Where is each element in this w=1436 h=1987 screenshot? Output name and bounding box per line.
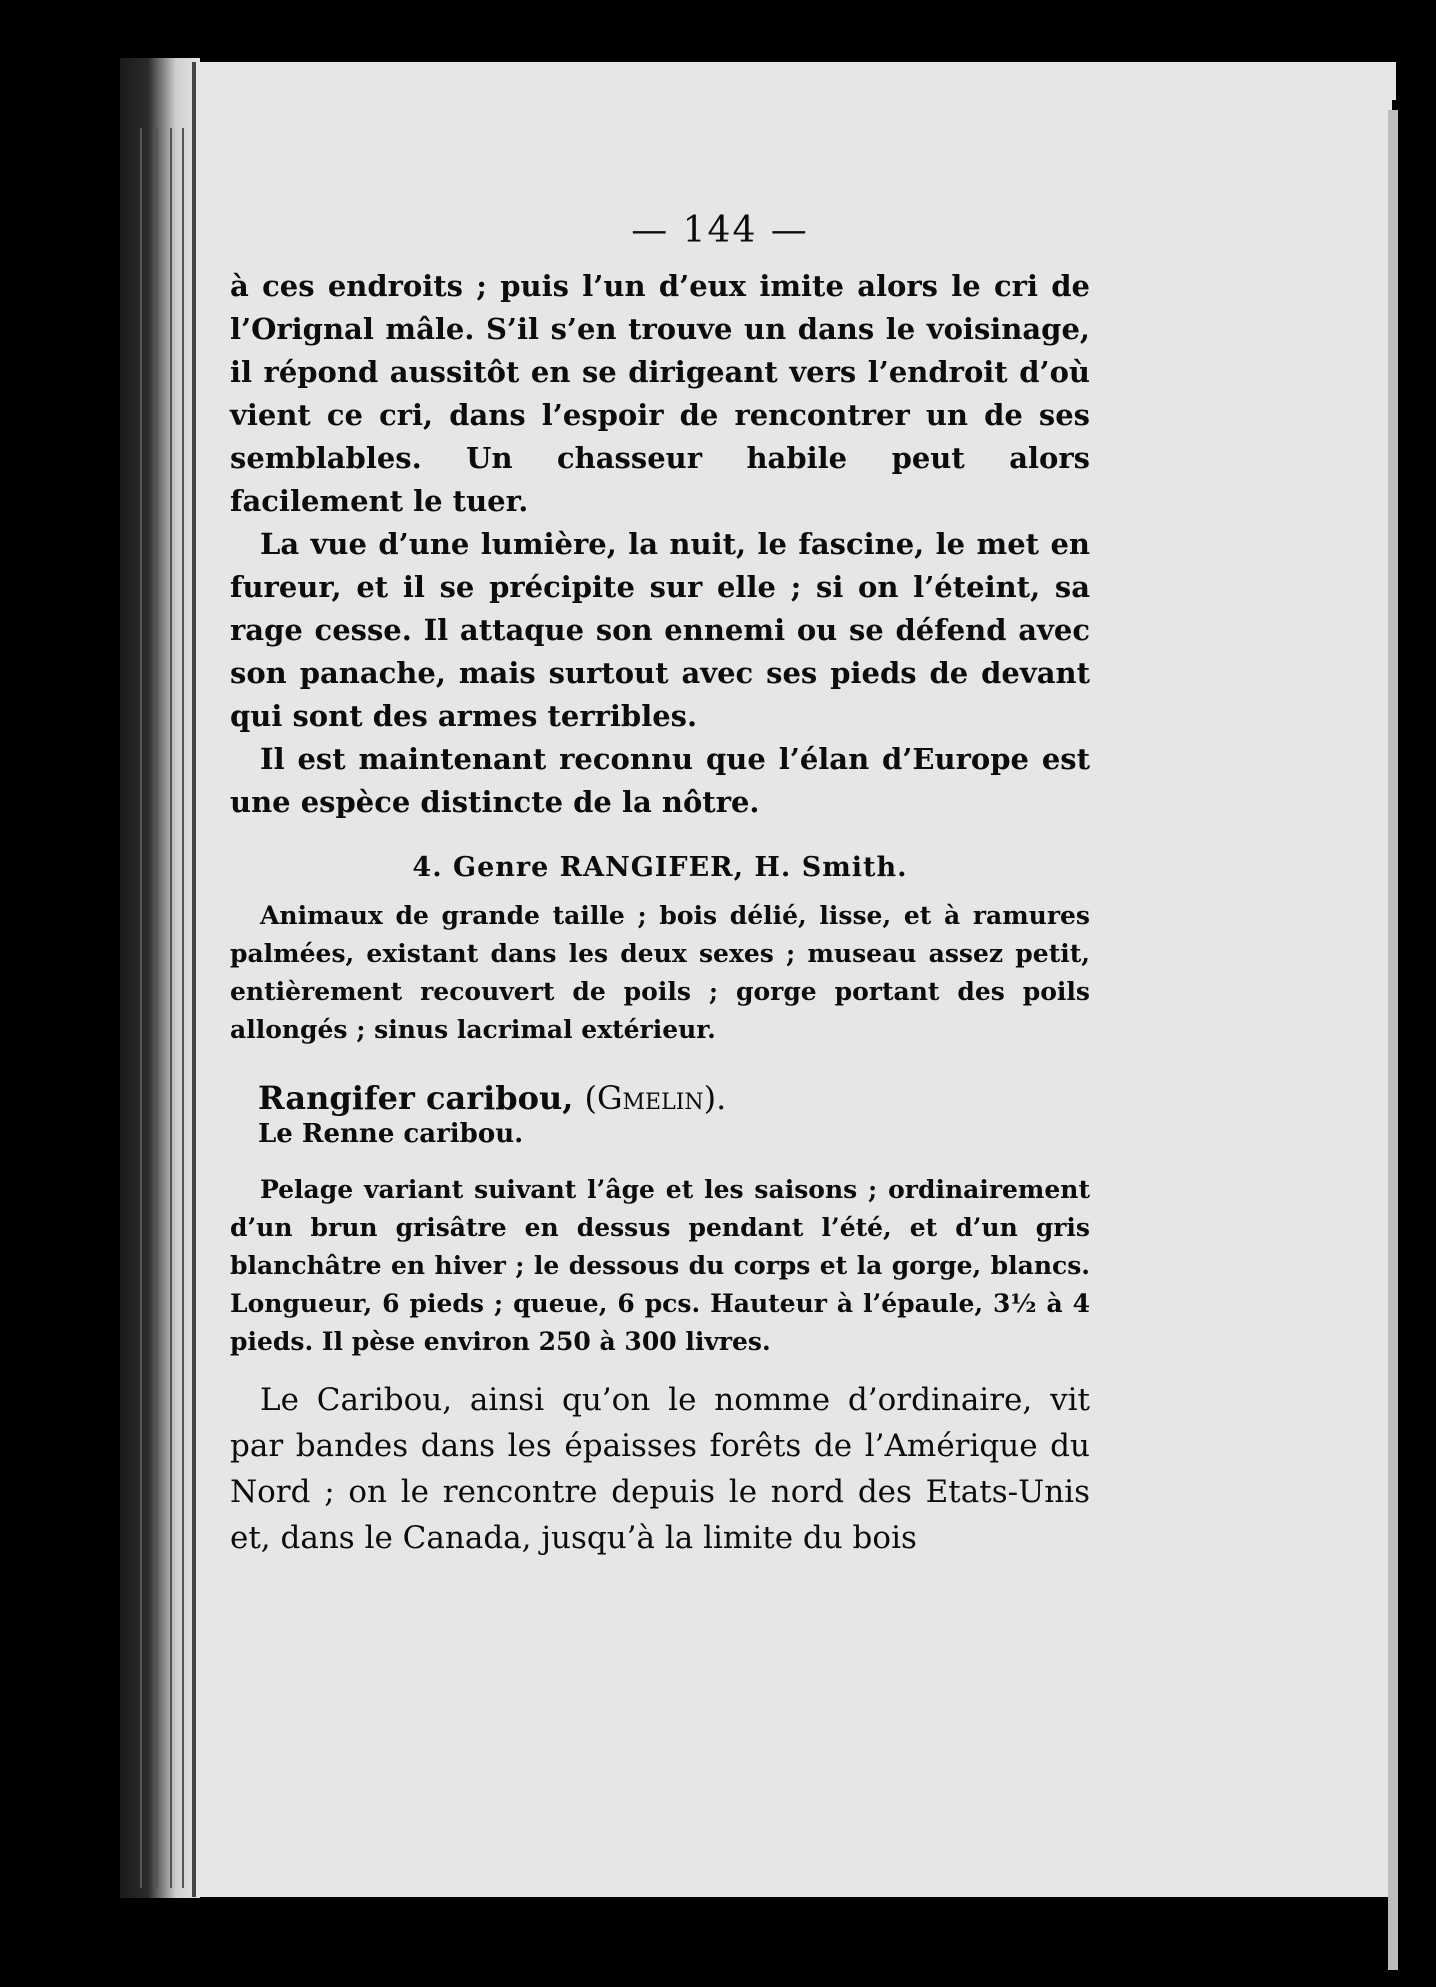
page-edge-line [156, 128, 158, 1888]
paragraph-light-fascination: La vue d’une lumière, la nuit, le fascine, le met en fureur, et il se précipite sur elle ; si on l’éteint, sa rage cesse. Il attaque son ennemi ou se défend avec son panache, mais surtout avec ses pieds de devant qui sont des armes terribles. [230, 527, 1090, 733]
page-number: — 144 — [631, 210, 809, 251]
species-heading [258, 1079, 1090, 1117]
page-stack-edge [120, 58, 200, 1898]
page-edge-line [182, 128, 184, 1888]
page-edge-line [170, 128, 172, 1888]
paragraph-elan-europe: Il est maintenant reconnu que l’élan d’Europe est une espèce distincte de la nôtre. [230, 742, 1090, 819]
genus-description: Animaux de grande taille ; bois délié, lisse, et à ramures palmées, existant dans les deux sexes ; museau assez petit, entièrement recouvert de poils ; gorge portant des poils allongés ; sinus lacrimal extérieur. [230, 901, 1090, 1044]
species-common-name: Le Renne caribou. [258, 1119, 524, 1149]
species-name: Rangifer caribou, [258, 1079, 574, 1117]
species-description: Pelage variant suivant l’âge et les saisons ; ordinairement d’un brun grisâtre en dessus pendant l’été, et d’un gris blanchâtre en hiver ; le dessous du corps et la gorge, blancs. Longueur, 6 pieds ; queue, 6 pcs. Hauteur à l’épaule, 3½ à 4 pieds. Il pèse environ 250 à 300 livres. [230, 1175, 1090, 1356]
species-author: (Gmelin). [584, 1079, 727, 1117]
right-dark-margin [1392, 100, 1436, 1987]
facing-page-edge [1388, 110, 1398, 1970]
species-text: Le Caribou, ainsi qu’on le nomme d’ordinaire, vit par bandes dans les épaisses forêts de l’Amérique du Nord ; on le rencontre depuis le nord des Etats-Unis et, dans le Canada, jusqu’à la limite du bois [230, 1382, 1090, 1556]
genus-heading: 4. Genre RANGIFER, H. Smith. [412, 852, 908, 883]
page-edge-line [140, 128, 142, 1888]
page-text [230, 210, 1090, 1561]
paragraph-orignal-call: à ces endroits ; puis l’un d’eux imite alors le cri de l’Orignal mâle. S’il s’en trouve un dans le voisinage, il répond aussitôt en se dirigeant vers l’endroit d’où vient ce cri, dans l’espoir de rencontrer un de ses semblables. Un chasseur habile peut alors facilement le tuer. [230, 269, 1090, 518]
